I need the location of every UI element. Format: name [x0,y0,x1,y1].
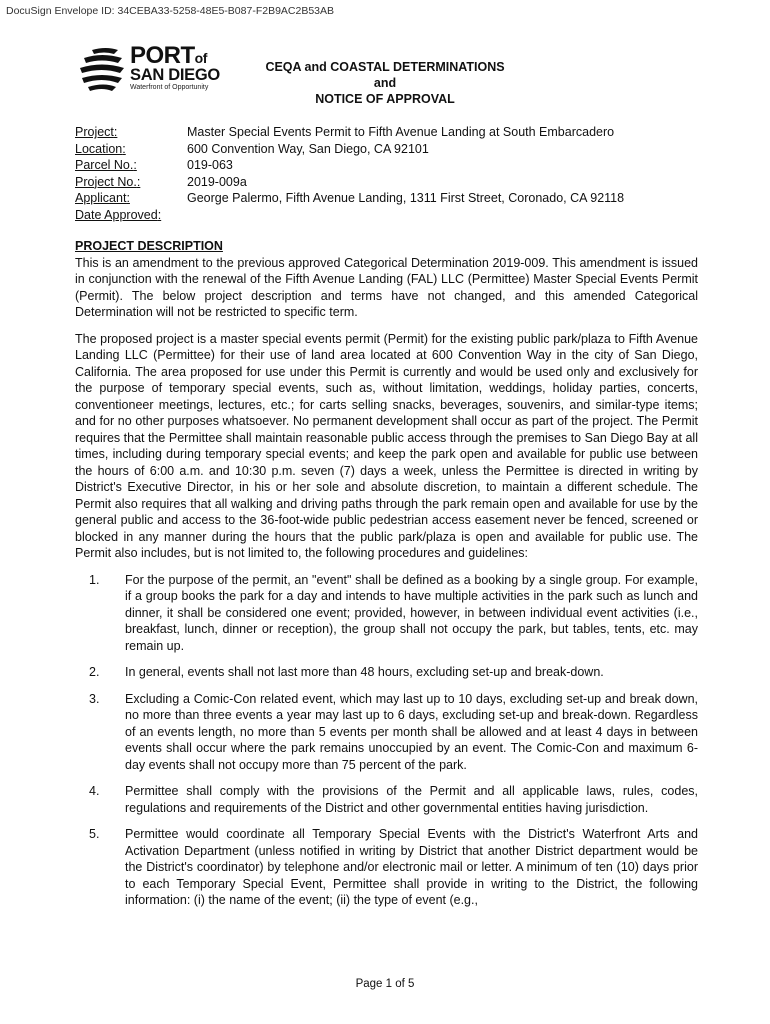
list-item-number: 2. [89,665,100,679]
list-item-text: For the purpose of the permit, an "event" shall be defined as a booking by a single group. For example, if a group books the park for a day and intends to have multiple activities in the park such as lunch and dinner, it shall be considered one event; provided, however, in between individual event activities (i.e., breakfast, lunch, dinner or reception), the group shall not occupy the park, but tables, tents, etc. may remain up. [125,572,698,653]
logo-of: of [194,50,207,66]
location-row: Location: 600 Convention Way, San Diego, CA 92101 [75,141,429,156]
waves-icon [78,46,126,92]
project-number-row: Project No.: 2019-009a [75,174,247,189]
list-item-number: 1. [89,572,100,587]
parcel-label: Parcel No. [75,158,134,172]
paragraph-proposed-project: The proposed project is a master special events permit (Permit) for the existing public park/plaza to Fifth Avenue Landing LLC (Permittee) for their use of land area located at 600 Convention Way in the city of San Diego, California. The area proposed for use under this Permit is currently and would be used only and exclusively for the purpose of temporary special events, such as, without limitation, weddings, holiday parties, concerts, conventioneer meetings, lectures, etc.; for carts selling snacks, beverages, souvenirs, and similar-type items; and for no other purposes whatsoever. No permanent development shall occur as part of the project. The Permit requires that the Permittee shall maintain reasonable public access through the premises to San Diego Bay at all times, including during temporary special events; and keep the park open and available for public use between the hours of 6:00 a.m. and 10:30 p.m. seven (7) days a week, unless the Permittee is directed in writing by District's Executive Director, in his or her sole and absolute discretion, to maintain a different schedule. The Permit also requires that all walking and driving paths through the park remain open and available for use by the general public and access to the 36-foot-wide public pedestrian access easement never be fenced, screened or blocked in any manner during the hours that the public park/plaza is open and available for public use. The Permit also includes, but is not limited to, the following procedures and guidelines: [75,331,698,560]
port-of-san-diego-logo [78,44,238,96]
project-value: Master Special Events Permit to Fifth Avenue Landing at South Embarcadero [187,125,615,139]
list-item-number: 3. [89,691,100,706]
applicant-label: Applicant [75,191,127,205]
list-item-number: 4. [89,784,100,798]
document-title [230,59,540,107]
date-approved-row: Date Approved: [75,207,162,222]
logo-port: PORT [130,42,195,69]
paragraph-amendment: This is an amendment to the previous approved Categorical Determination 2019-009. This amendment is issued in conjunction with the renewal of the Fifth Avenue Landing (FAL) LLC (Permittee) Master Special Events Permit (Permit). The below project description and terms have not changed, and this amended Categorical Determination will not be restricted to specific term. [75,255,698,319]
location-label: Location [75,141,123,156]
list-item-text: Excluding a Comic-Con related event, which may last up to 10 days, excluding set-up and break down, no more than three events a year may last up to 6 days, excluding set-up and break-down. Regardless of an events length, no more than 5 events per month shall be allowed and at least 4 days in between events shall occur where the park remains unoccupied by an event. The Comic-Con and maximum 6-day events shall not occupy more than 75 percent of the park. [125,691,698,772]
project-number-value: 2019-009a [187,174,247,189]
list-item-text: In general, events shall not last more than 48 hours, excluding set-up and break-down. [125,665,604,679]
title-line-2: and [373,76,397,90]
project-number-label: Project No. [75,174,137,189]
location-value: 600 Convention Way, San Diego, CA 92101 [187,141,429,156]
page-number: Page 1 of 5 [355,978,415,990]
logo-san-diego: SAN DIEGO [130,66,220,84]
project-info [75,124,624,223]
docusign-envelope-id: DocuSign Envelope ID: 34CEBA33-5258-48E5-B087-F2B9AC2B53AB [6,5,335,17]
list-item [75,572,698,655]
list-item [75,691,698,774]
project-description [75,238,698,919]
parcel-row: Parcel No.: 019-063 [75,158,233,172]
project-row: Project: Master Special Events Permit to Fifth Avenue Landing at South Embarcadero [75,125,615,139]
section-heading: PROJECT DESCRIPTION [75,239,223,253]
list-item-number: 5. [89,827,100,841]
project-label: Project [75,125,114,139]
list-item-text: Permittee would coordinate all Temporary Special Events with the District's Waterfront Arts and Activation Department (unless notified in writing by District that another District department would be the District's coordinator) by telephone and/or electronic mail or letter. A minimum of ten (10) days prior to each Temporary Special Event, Permittee shall provide in writing to the District, the following information: (i) the name of the event; (ii) the type of event (e.g., [125,827,698,907]
applicant-value: George Palermo, Fifth Avenue Landing, 1311 First Street, Coronado, CA 92118 [187,191,625,205]
parcel-value: 019-063 [187,158,233,172]
applicant-row: Applicant: George Palermo, Fifth Avenue Landing, 1311 First Street, Coronado, CA 92118 [75,191,625,205]
list-item [75,826,698,909]
logo-tagline: Waterfront of Opportunity [130,84,209,91]
list-item [75,783,698,816]
guidelines-list [75,572,698,909]
list-item [75,664,698,681]
list-item-text: Permittee shall comply with the provisions of the Permit and all applicable laws, rules, codes, regulations and requirements of the District and other governmental entities having jurisdiction. [125,784,698,815]
title-line-1: CEQA and COASTAL DETERMINATIONS [265,60,505,74]
title-line-3: NOTICE OF APPROVAL [315,92,455,106]
date-approved-label: Date Approved [75,207,158,222]
